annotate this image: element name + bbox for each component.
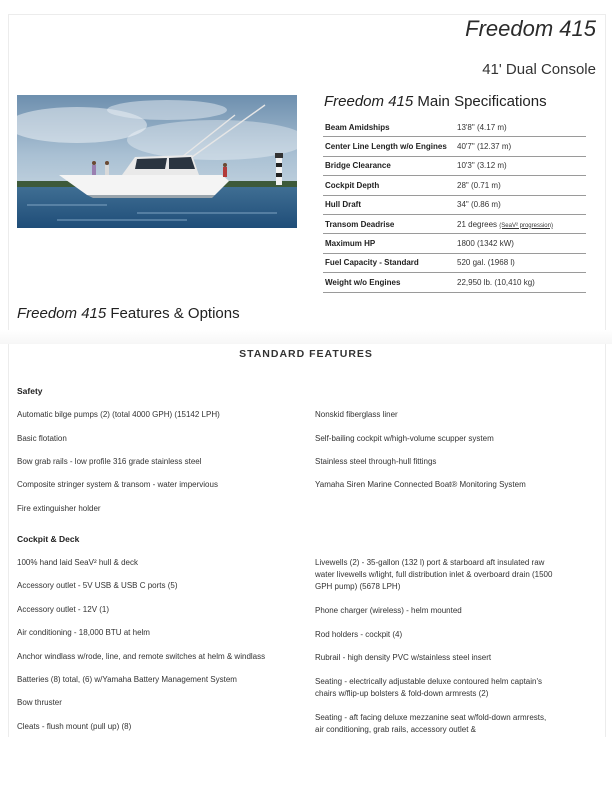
feature-item: Seating - electrically adjustable deluxe contoured helm captain's chairs w/flip-up bolsters & fold-down armrests (2) [315, 677, 542, 698]
feature-item: Cleats - flush mount (pull up) (8) [17, 722, 132, 731]
spec-value: 13'8" (4.17 m) [455, 118, 586, 137]
boat-photo [17, 95, 297, 228]
feature-item: Rod holders - cockpit (4) [315, 630, 403, 639]
feature-item: Automatic bilge pumps (2) (total 4000 GPH) (15142 LPH) [17, 410, 220, 419]
seav2-progression-link[interactable]: (SeaV² progression) [499, 222, 553, 229]
feature-item: Bow grab rails - low profile 316 grade stainless steel [17, 457, 202, 466]
model-title: Freedom 415 [465, 16, 596, 41]
feature-item: Yamaha Siren Marine Connected Boat® Monitoring System [315, 480, 526, 489]
spec-value [455, 214, 586, 233]
spec-row [323, 234, 586, 253]
spec-row [323, 176, 586, 195]
feature-item: Nonskid fiberglass liner [315, 410, 398, 419]
feature-item: Accessory outlet - 12V (1) [17, 605, 110, 614]
spec-label: Fuel Capacity - Standard [323, 253, 455, 272]
feature-item: Stainless steel through-hull fittings [315, 457, 437, 466]
standard-features-title: STANDARD FEATURES [239, 348, 373, 360]
feature-item: Self-bailing cockpit w/high-volume scupper system [315, 434, 494, 443]
spec-row [323, 253, 586, 272]
spec-label: Cockpit Depth [323, 176, 455, 195]
feature-item: Composite stringer system & transom - water impervious [17, 480, 218, 489]
spec-value: 40'7" (12.37 m) [455, 137, 586, 156]
feature-item: Air conditioning - 18,000 BTU at helm [17, 628, 150, 637]
spec-value: 10'3" (3.12 m) [455, 156, 586, 175]
specs-heading [324, 93, 547, 110]
spec-row [323, 195, 586, 214]
feature-item: Batteries (8) total, (6) w/Yamaha Battery Management System [17, 675, 237, 684]
section-divider [0, 330, 612, 344]
spec-value: 1800 (1342 kW) [455, 234, 586, 253]
feature-item: 100% hand laid SeaV² hull & deck [17, 558, 138, 567]
spec-value: 520 gal. (1968 l) [455, 253, 586, 272]
section-title-safety: Safety [17, 386, 43, 396]
spec-value: 34" (0.86 m) [455, 195, 586, 214]
spec-row [323, 137, 586, 156]
spec-label: Hull Draft [323, 195, 455, 214]
feature-item: Livewells (2) - 35-gallon (132 l) port & starboard aft insulated raw water livewells w/light, full distribution inlet & overboard drain (1500 GPH pump) (5678 LPH) [315, 558, 553, 591]
boat-photo-illustration [17, 95, 297, 228]
feature-item: Phone charger (wireless) - helm mounted [315, 606, 462, 615]
features-heading [17, 305, 240, 322]
spec-label: Center Line Length w/o Engines [323, 137, 455, 156]
specs-table [323, 118, 586, 293]
spec-label: Beam Amidships [323, 118, 455, 137]
features-heading-text: Features & Options [106, 305, 240, 322]
feature-item: Accessory outlet - 5V USB & USB C ports (5) [17, 581, 178, 590]
model-subtitle: 41' Dual Console [482, 61, 596, 78]
section-title-cockpit-deck: Cockpit & Deck [17, 534, 80, 544]
spec-row [323, 214, 586, 233]
feature-item: Bow thruster [17, 698, 62, 707]
spec-row [323, 118, 586, 137]
feature-item: Seating - aft facing deluxe mezzanine seat w/fold-down armrests, air conditioning, grab rails, accessory outlet & [315, 713, 547, 734]
specs-heading-text: Main Specifications [413, 93, 547, 110]
spec-label: Bridge Clearance [323, 156, 455, 175]
feature-item: Basic flotation [17, 434, 67, 443]
spec-row [323, 273, 586, 292]
spec-label: Transom Deadrise [323, 214, 455, 233]
features-heading-model: Freedom 415 [17, 305, 107, 322]
spec-value: 22,950 lb. (10,410 kg) [455, 273, 586, 292]
specs-heading-model: Freedom 415 [324, 93, 414, 110]
spec-label: Maximum HP [323, 234, 455, 253]
spec-row [323, 156, 586, 175]
spec-value-text: 21 degrees [457, 219, 498, 229]
spec-label: Weight w/o Engines [323, 273, 455, 292]
feature-item: Fire extinguisher holder [17, 504, 101, 513]
spec-value: 28" (0.71 m) [455, 176, 586, 195]
feature-item: Rubrail - high density PVC w/stainless steel insert [315, 653, 492, 662]
feature-item: Anchor windlass w/rode, line, and remote switches at helm & windlass [17, 652, 266, 661]
